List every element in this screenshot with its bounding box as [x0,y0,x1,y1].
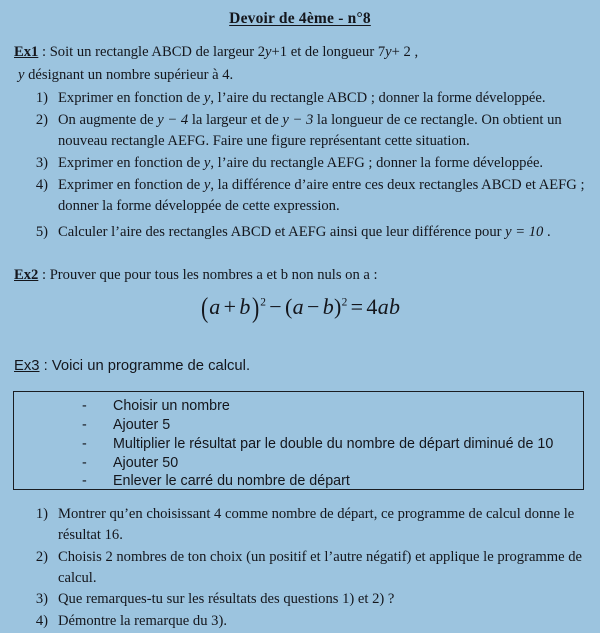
ex2-lhs-open-paren: ( [200,293,209,325]
ex3-question-block [0,504,600,633]
ex2-statement-text: Prouver que pour tous les nombres a et b non nuls on a : [49,267,378,284]
ex1-question-2-number: 2) [35,112,48,129]
program-step-1-text: Choisir un nombre [113,398,230,414]
ex1-question-2 [22,110,590,152]
program-step-2-text: Ajouter 5 [113,416,171,433]
ex2-rhs-b: b [322,294,334,320]
ex1-label: Ex1 [14,43,39,60]
ex1-length-expression [378,44,411,60]
ex3-statement [0,357,600,376]
ex3-label: Ex3 [14,358,40,374]
ex3-question-1-number: 1) [35,506,48,522]
ex3-question-list [0,504,600,632]
ex2-minus-operator: − [269,294,283,320]
ex3-question-3 [22,589,590,610]
program-step-4-dash: - [82,454,87,471]
program-step-1 [14,397,583,416]
ex1-question-5 [22,222,590,243]
ex2-rhs-close-paren: ) [334,294,342,320]
ex2-lhs-b: b [239,294,251,320]
exercise-2 [0,265,600,325]
ex1-question-1-part-b: , l’aire du rectangle ABCD ; donner la forme développée. [210,90,546,107]
ex1-question-1-var: y [203,90,211,107]
ex2-colon: : [38,267,50,284]
ex1-lead-end: , [410,43,419,60]
program-step-5 [14,472,583,491]
ex1-lead-middle: et de longueur [287,43,378,60]
program-steps-list [14,392,583,491]
program-step-4 [14,454,583,473]
ex3-question-2-text: Choisis 2 nombres de ton choix (un positif et l’autre négatif) et applique le programme de calcul. [58,548,583,586]
ex1-condition-line [0,65,600,86]
program-step-3-dash: - [82,435,87,452]
ex1-width-expression [258,44,287,60]
ex1-question-list [0,88,600,242]
ex1-question-1-number: 1) [35,90,48,107]
program-step-5-dash: - [82,473,87,490]
ex3-question-1-text: Montrer qu’en choisissant 4 comme nombre de départ, ce programme de calcul donne le résultat 16. [58,506,575,543]
ex1-question-5-number: 5) [35,223,48,240]
page-title-text: Devoir de 4ème - n°8 [229,10,371,27]
ex1-condition-var: y [18,67,25,84]
ex3-question-4-text: Démontre la remarque du 3). [58,613,227,630]
ex1-question-3-var: y [203,155,211,172]
ex2-lhs-close-paren: ) [251,293,260,325]
ex1-question-4-part-b: , la différence d’aire entre ces deux rectangles ABCD et AEFG ; donner la forme développée de cette expression. [58,176,585,214]
ex2-label: Ex2 [14,267,39,284]
ex2-result-a: a [377,294,390,320]
exercise-1 [0,42,600,243]
exercise-3 [0,357,600,376]
ex3-question-2 [22,547,590,589]
ex1-length-rest: + 2 [391,43,411,60]
ex1-question-3 [22,153,590,174]
ex1-question-4-var: y [203,176,211,193]
ex1-length-var: y [385,43,392,60]
ex3-colon: : [39,358,52,374]
ex2-lhs-a: a [209,294,221,320]
program-step-4-text: Ajouter 50 [113,454,179,471]
ex3-lead-text: Voici un programme de calcul. [51,358,251,374]
ex1-width-rest: +1 [271,43,288,60]
ex1-question-1 [22,88,590,109]
page-title [0,0,600,29]
ex1-question-5-part-b: . [543,223,551,240]
ex1-question-2-part-b: la largeur et de [188,112,283,129]
ex1-question-5-part-a: Calculer l’aire des rectangles ABCD et AEFG ainsi que leur différence pour [58,223,506,240]
ex3-question-4 [22,611,590,632]
ex2-result-b: b [389,294,401,320]
ex1-length-coef: 7 [377,43,386,60]
program-step-5-text: Enlever le carré du nombre de départ [113,473,350,490]
program-de-calcul-box [13,391,584,490]
program-step-3-text: Multiplier le résultat par le double du nombre de départ diminué de 10 [113,435,554,452]
ex1-question-3-part-a: Exprimer en fonction de [58,155,204,172]
ex2-rhs-exponent: 2 [341,296,348,309]
ex2-rhs-minus: − [306,294,320,320]
program-step-2 [14,416,583,435]
ex2-rhs-a: a [292,294,304,320]
ex2-result-coefficient: 4 [366,294,378,320]
ex2-lhs-plus: + [223,294,237,320]
ex2-equation [0,294,600,325]
ex1-question-3-part-b: , l’aire du rectangle AEFG ; donner la forme développée. [210,155,544,172]
ex2-rhs-open-paren: ( [285,294,293,320]
ex1-question-1-part-a: Exprimer en fonction de [58,90,204,107]
ex1-question-2-part-a: On augmente de [58,112,158,129]
program-step-2-dash: - [82,416,87,433]
ex1-statement [0,42,600,63]
ex1-question-2-part-c: la longueur de ce rectangle. On obtient un nouveau rectangle AEFG. Faire une figure représentant cette situation. [58,112,562,150]
ex1-question-5-expr: y = 10 [505,223,544,240]
ex3-question-3-number: 3) [35,591,48,608]
ex1-width-var: y [265,43,272,60]
ex3-question-2-number: 2) [35,548,48,565]
ex1-question-2-expr-2: y − 3 [282,112,314,129]
ex1-question-3-number: 3) [35,155,48,172]
program-step-3 [14,435,583,454]
program-step-1-dash: - [82,398,87,414]
ex1-condition-text: désignant un nombre supérieur à 4. [24,67,234,84]
ex1-lead-before: Soit un rectangle ABCD de largeur [49,43,258,60]
ex2-statement [0,265,600,286]
ex1-question-4-number: 4) [35,176,48,193]
ex1-question-4-part-a: Exprimer en fonction de [58,176,204,193]
ex1-colon: : [38,43,50,60]
ex1-question-4 [22,175,590,217]
ex1-question-2-expr-1: y − 4 [157,112,189,129]
ex2-lhs-exponent: 2 [260,296,267,309]
ex1-width-coef: 2 [257,43,266,60]
ex3-question-3-text: Que remarques-tu sur les résultats des questions 1) et 2) ? [58,591,395,608]
ex3-question-4-number: 4) [35,613,48,630]
ex3-question-1 [22,504,590,546]
ex2-equals-sign: = [350,294,364,320]
